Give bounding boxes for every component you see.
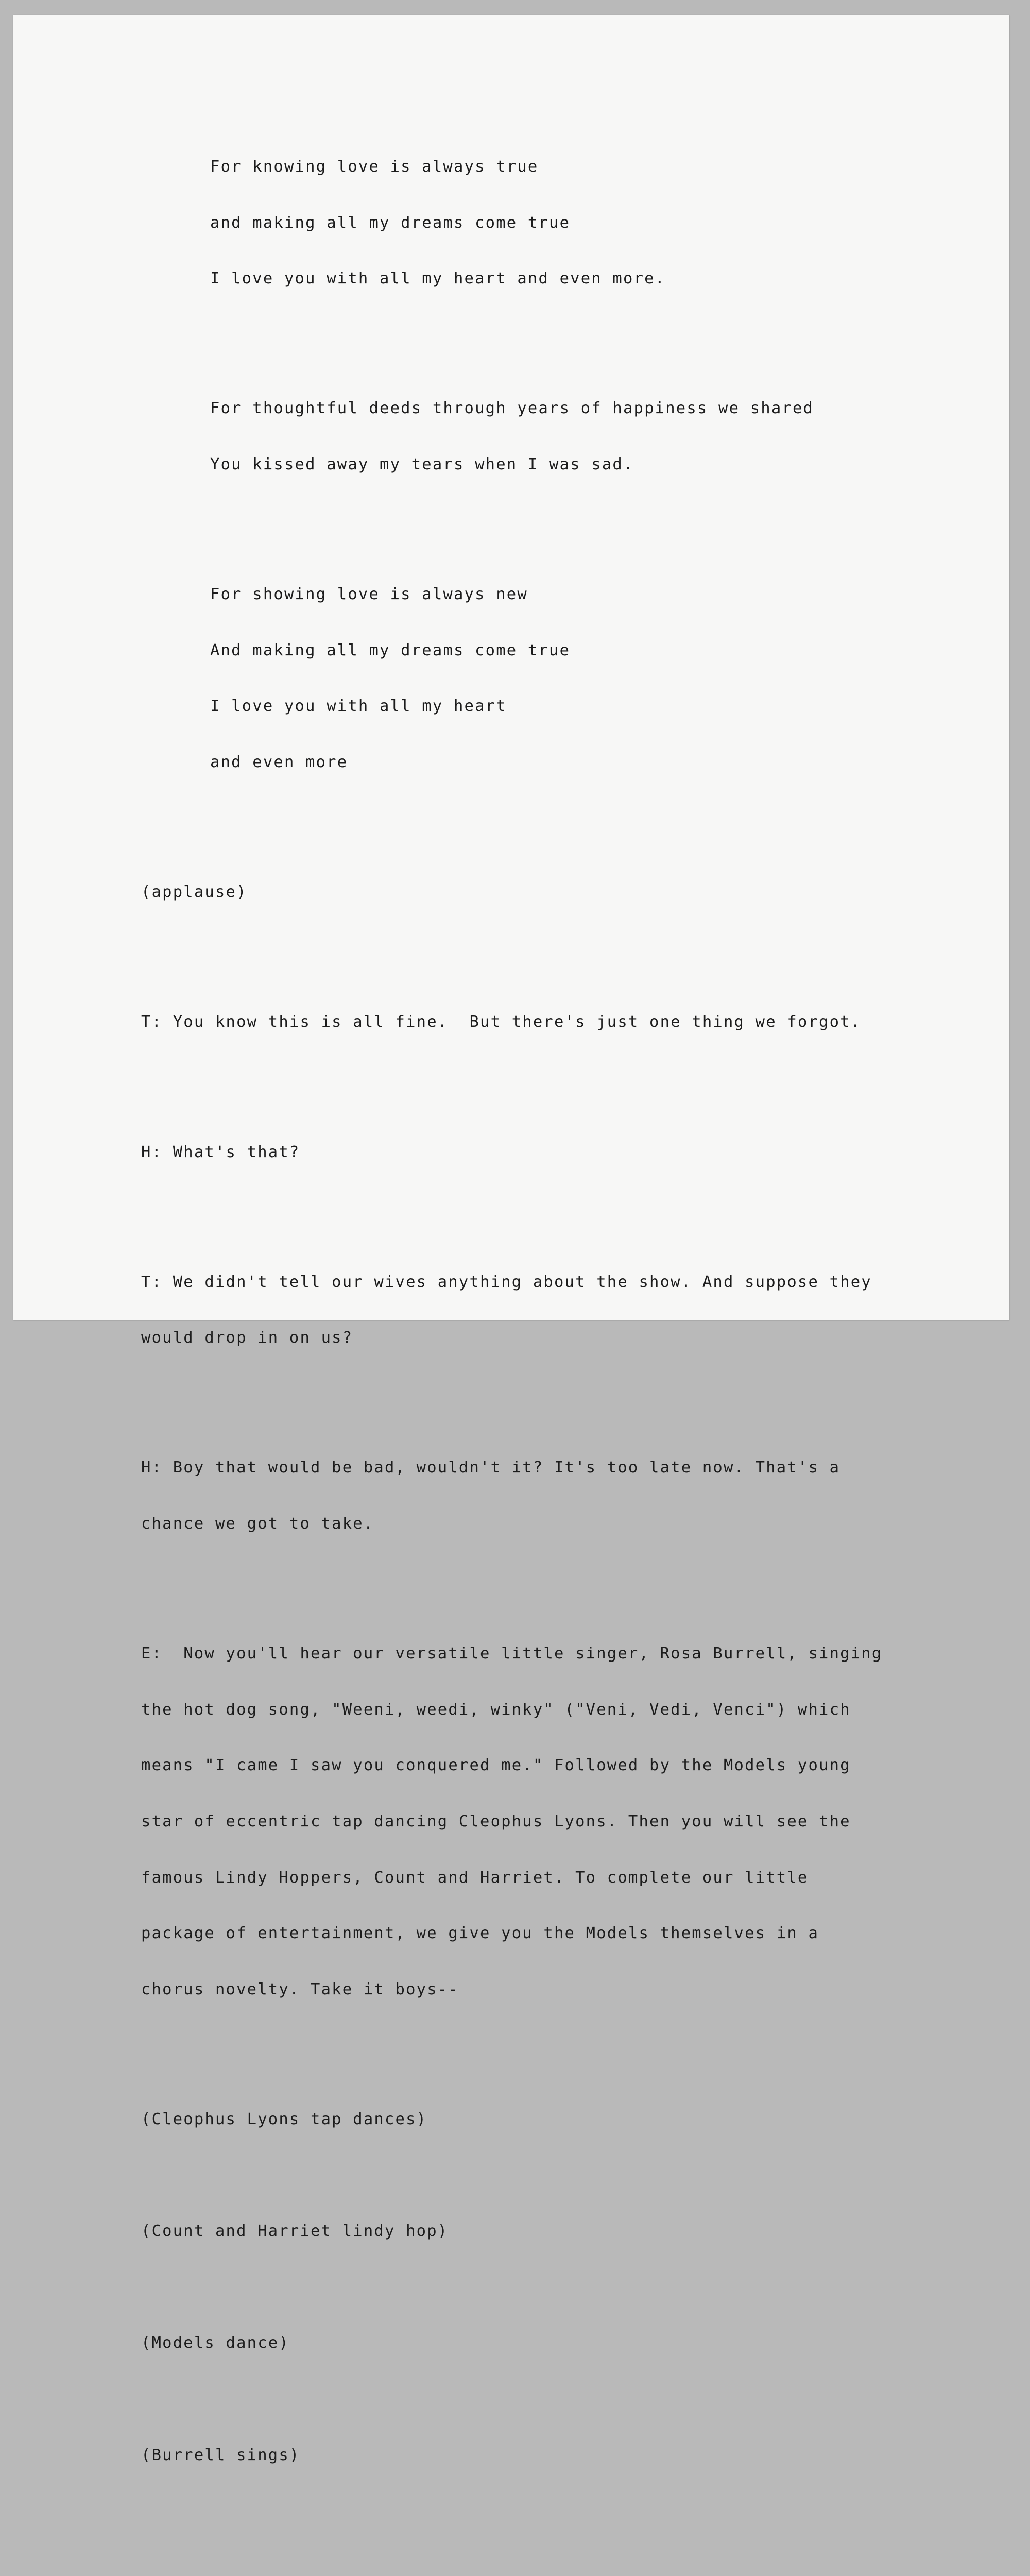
dialogue-line: means "I came I saw you conquered me." Followed by the Models young <box>141 1756 851 1775</box>
document-page <box>13 15 1009 2464</box>
verse-line: and making all my dreams come true <box>210 213 571 232</box>
stage-direction: (Cleophus Lyons tap dances) <box>141 2110 427 2128</box>
stage-direction: (applause) <box>141 883 247 902</box>
verse-line: And making all my dreams come true <box>210 641 571 659</box>
verse-line: For knowing love is always true <box>210 158 539 176</box>
stage-direction: (Models dance) <box>141 2334 289 2352</box>
script-text <box>141 103 986 2576</box>
verse-line: I love you with all my heart and even more. <box>210 269 666 288</box>
stage-direction: (Burrell sings) <box>141 2446 300 2464</box>
verse-line: You kissed away my tears when I was sad. <box>210 455 634 473</box>
song-line <box>141 2575 986 2576</box>
dialogue-line: T: We didn't tell our wives anything about the show. And suppose they <box>141 1273 872 1291</box>
verse-line: and even more <box>210 753 348 771</box>
dialogue-line: H: Boy that would be bad, wouldn't it? It's too late now. That's a <box>141 1459 840 1477</box>
dialogue-line: E: Now you'll hear our versatile little singer, Rosa Burrell, singing <box>141 1645 883 1663</box>
stage-direction: (Count and Harriet lindy hop) <box>141 2222 449 2241</box>
verse-line: For thoughtful deeds through years of happiness we shared <box>210 399 814 418</box>
dialogue-line: H: What's that? <box>141 1143 300 1161</box>
dialogue-line: the hot dog song, "Weeni, weedi, winky" ("Veni, Vedi, Venci") which <box>141 1700 851 1719</box>
dialogue-line: would drop in on us? <box>141 1329 353 1347</box>
dialogue-line: chorus novelty. Take it boys-- <box>141 1980 459 1998</box>
verse-line: For showing love is always new <box>210 585 528 604</box>
dialogue-line: star of eccentric tap dancing Cleophus Lyons. Then you will see the <box>141 1812 851 1831</box>
dialogue-line: chance we got to take. <box>141 1515 374 1533</box>
dialogue-line: package of entertainment, we give you the Models themselves in a <box>141 1924 819 1943</box>
dialogue-line: famous Lindy Hoppers, Count and Harriet. To complete our little <box>141 1868 809 1887</box>
verse-line: I love you with all my heart <box>210 697 507 716</box>
dialogue-line: T: You know this is all fine. But there's just one thing we forgot. <box>141 1013 862 1031</box>
